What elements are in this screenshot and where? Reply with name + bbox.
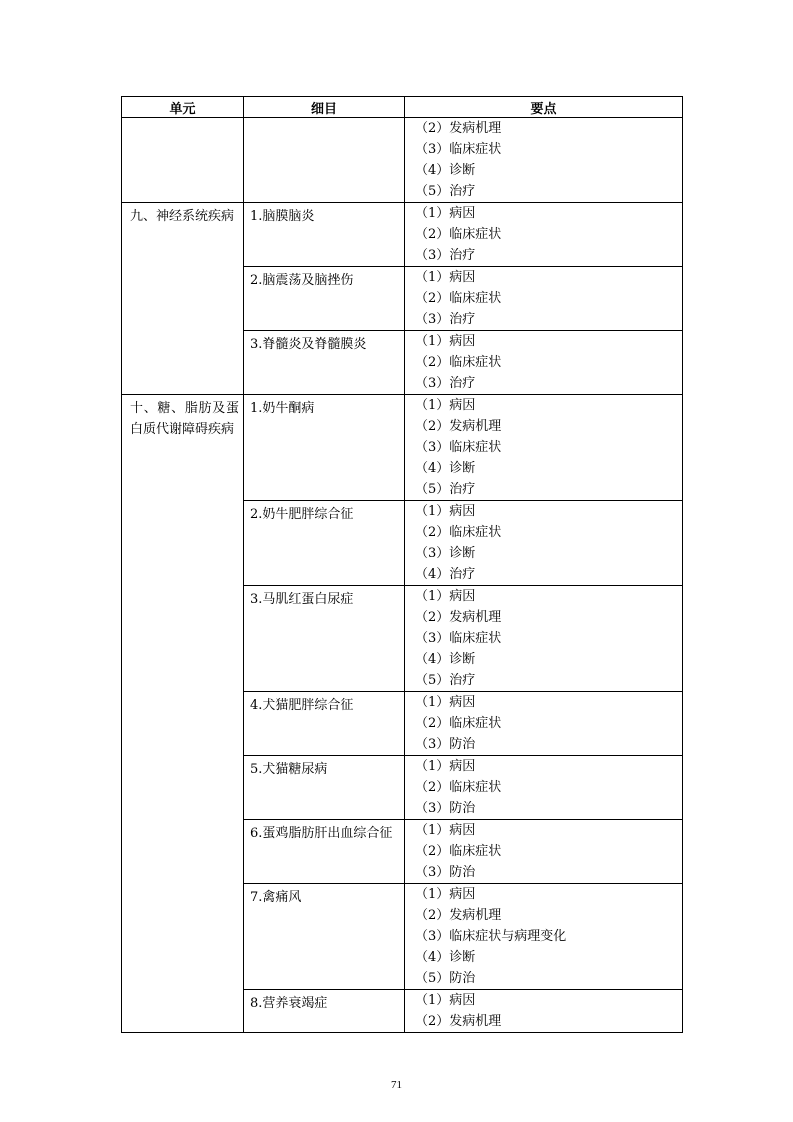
header-unit: 单元 — [122, 97, 244, 118]
point-item: （4）诊断 — [415, 950, 476, 965]
item-title: 1.奶牛酮病 — [250, 401, 315, 416]
item-cell — [244, 118, 405, 203]
point-item: （5）治疗 — [415, 673, 476, 688]
point-item: （2）临床症状 — [415, 716, 502, 731]
item-cell — [244, 501, 405, 586]
item-cell — [244, 756, 405, 820]
point-item: （3）临床症状 — [415, 631, 502, 646]
item-title: 4.犬猫肥胖综合征 — [250, 698, 354, 713]
item-title: 5.犬猫糖尿病 — [250, 762, 328, 777]
item-title: 8.营养衰竭症 — [250, 996, 328, 1011]
point-item: （4）诊断 — [415, 652, 476, 667]
points-cell — [405, 756, 683, 820]
point-item: （1）病因 — [415, 589, 476, 604]
point-item: （3）防治 — [415, 801, 476, 816]
unit-cell — [122, 203, 244, 395]
item-cell — [244, 395, 405, 501]
point-item: （1）病因 — [415, 823, 476, 838]
point-item: （2）临床症状 — [415, 844, 502, 859]
unit-title: 十、糖、脂肪及蛋白质代谢障碍疾病 — [130, 401, 239, 437]
item-title: 3.脊髓炎及脊髓膜炎 — [250, 337, 367, 352]
points-cell — [405, 203, 683, 267]
unit-cell — [122, 395, 244, 1033]
syllabus-table — [121, 96, 683, 1033]
points-cell — [405, 586, 683, 692]
item-cell — [244, 820, 405, 884]
point-item: （1）病因 — [415, 206, 476, 221]
point-item: （3）治疗 — [415, 248, 476, 263]
points-cell — [405, 331, 683, 395]
point-item: （2）发病机理 — [415, 610, 502, 625]
point-item: （4）诊断 — [415, 461, 476, 476]
points-cell — [405, 118, 683, 203]
item-cell — [244, 692, 405, 756]
item-title: 1.脑膜脑炎 — [250, 209, 315, 224]
point-item: （2）发病机理 — [415, 121, 502, 136]
point-item: （2）发病机理 — [415, 419, 502, 434]
point-item: （3）治疗 — [415, 376, 476, 391]
point-item: （2）发病机理 — [415, 908, 502, 923]
item-title: 2.奶牛肥胖综合征 — [250, 507, 354, 522]
point-item: （5）治疗 — [415, 482, 476, 497]
point-item: （2）临床症状 — [415, 780, 502, 795]
points-cell — [405, 990, 683, 1033]
point-item: （3）临床症状与病理变化 — [415, 929, 567, 944]
points-cell — [405, 501, 683, 586]
item-cell — [244, 586, 405, 692]
point-item: （2）临床症状 — [415, 355, 502, 370]
point-item: （2）临床症状 — [415, 525, 502, 540]
point-item: （4）诊断 — [415, 163, 476, 178]
table-row — [122, 118, 683, 203]
point-item: （1）病因 — [415, 504, 476, 519]
point-item: （2）临床症状 — [415, 291, 502, 306]
point-item: （3）防治 — [415, 737, 476, 752]
page-number: 71 — [391, 1079, 402, 1091]
table-row — [122, 395, 683, 501]
table-row — [122, 203, 683, 267]
item-title: 3.马肌红蛋白尿症 — [250, 592, 354, 607]
item-cell — [244, 884, 405, 990]
point-item: （3）临床症状 — [415, 440, 502, 455]
point-item: （1）病因 — [415, 398, 476, 413]
item-cell — [244, 990, 405, 1033]
point-item: （4）治疗 — [415, 567, 476, 582]
point-item: （2）临床症状 — [415, 227, 502, 242]
item-cell — [244, 203, 405, 267]
point-item: （1）病因 — [415, 270, 476, 285]
header-item: 细目 — [244, 97, 405, 118]
point-item: （3）防治 — [415, 865, 476, 880]
table-header-row — [122, 97, 683, 118]
point-item: （1）病因 — [415, 887, 476, 902]
item-title: 6.蛋鸡脂肪肝出血综合征 — [250, 826, 393, 841]
points-cell — [405, 692, 683, 756]
point-item: （1）病因 — [415, 695, 476, 710]
point-item: （3）诊断 — [415, 546, 476, 561]
point-item: （5）防治 — [415, 971, 476, 986]
point-item: （1）病因 — [415, 993, 476, 1008]
point-item: （1）病因 — [415, 759, 476, 774]
points-cell — [405, 820, 683, 884]
point-item: （5）治疗 — [415, 184, 476, 199]
item-cell — [244, 267, 405, 331]
unit-title: 九、神经系统疾病 — [130, 209, 235, 224]
point-item: （3）临床症状 — [415, 142, 502, 157]
unit-cell — [122, 118, 244, 203]
point-item: （1）病因 — [415, 334, 476, 349]
points-cell — [405, 884, 683, 990]
points-cell — [405, 395, 683, 501]
point-item: （3）治疗 — [415, 312, 476, 327]
points-cell — [405, 267, 683, 331]
point-item: （2）发病机理 — [415, 1014, 502, 1029]
item-title: 2.脑震荡及脑挫伤 — [250, 273, 354, 288]
header-points: 要点 — [405, 97, 683, 118]
item-cell — [244, 331, 405, 395]
item-title: 7.禽痛风 — [250, 890, 302, 905]
